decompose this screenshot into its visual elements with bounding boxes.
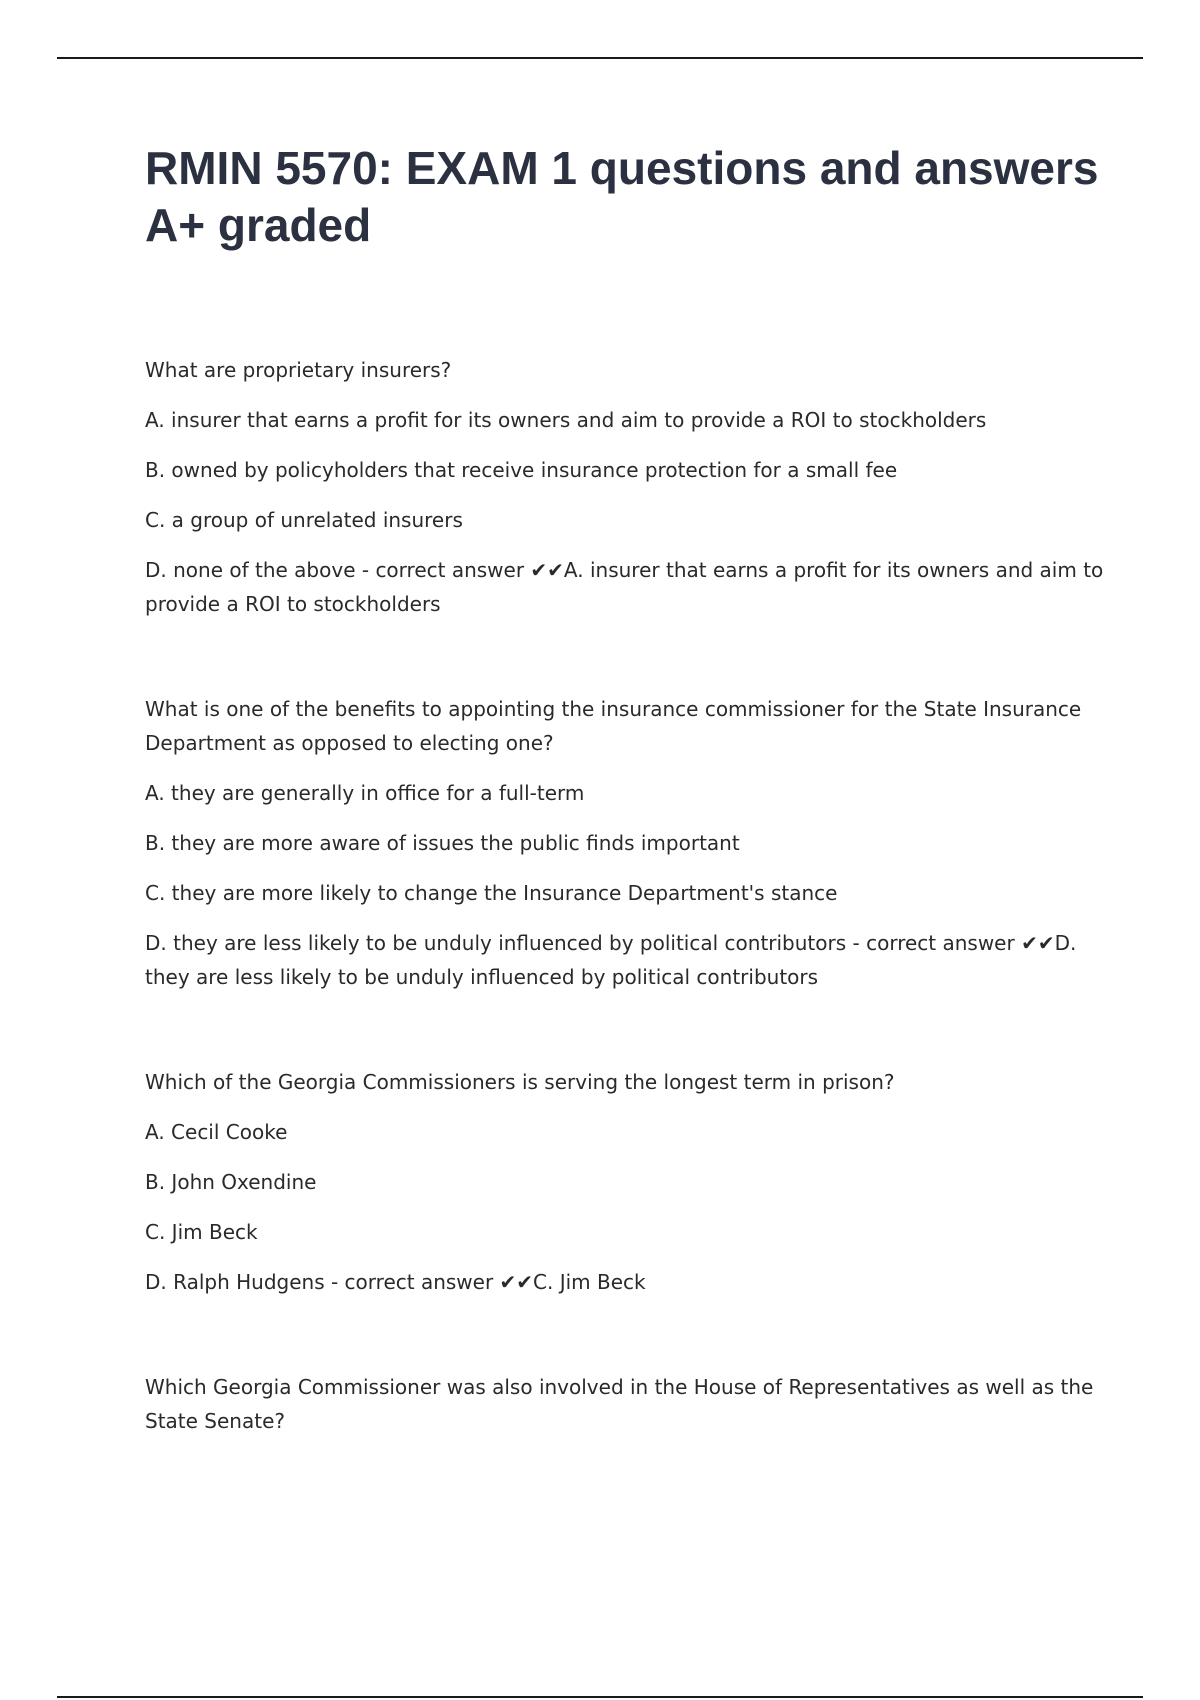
answer-option-d: D. Ralph Hudgens - correct answer ✔✔C. Jim Beck	[145, 1270, 646, 1294]
question-block-2	[145, 692, 1105, 994]
question-block-3	[145, 1065, 1105, 1299]
answer-option-a: A. they are generally in office for a full-term	[145, 781, 585, 805]
document-title: RMIN 5570: EXAM 1 questions and answers A+ graded	[145, 142, 1099, 251]
answer-option-d: D. none of the above - correct answer ✔✔A. insurer that earns a profit for its owners and aim to provide a ROI to stockholders	[145, 558, 1104, 616]
answer-option-b: B. they are more aware of issues the public finds important	[145, 831, 740, 855]
question-block-1	[145, 353, 1105, 621]
question-text: What is one of the benefits to appointing the insurance commissioner for the State Insurance Department as opposed to electing one?	[145, 697, 1082, 755]
answer-option-c: C. a group of unrelated insurers	[145, 508, 463, 532]
question-text: What are proprietary insurers?	[145, 358, 452, 382]
top-divider	[57, 57, 1143, 59]
question-list	[145, 353, 1105, 1509]
answer-option-a: A. Cecil Cooke	[145, 1120, 288, 1144]
answer-option-c: C. Jim Beck	[145, 1220, 258, 1244]
question-text: Which of the Georgia Commissioners is serving the longest term in prison?	[145, 1070, 895, 1094]
answer-option-b: B. owned by policyholders that receive insurance protection for a small fee	[145, 458, 898, 482]
answer-option-a: A. insurer that earns a profit for its owners and aim to provide a ROI to stockholders	[145, 408, 987, 432]
answer-option-d: D. they are less likely to be unduly influenced by political contributors - correct answer ✔✔D. they are less likely to be unduly influenced by political contributors	[145, 931, 1077, 989]
answer-option-c: C. they are more likely to change the Insurance Department's stance	[145, 881, 838, 905]
answer-option-b: B. John Oxendine	[145, 1170, 317, 1194]
question-block-4	[145, 1370, 1105, 1438]
bottom-divider	[57, 1696, 1143, 1698]
question-text: Which Georgia Commissioner was also involved in the House of Representatives as well as the State Senate?	[145, 1375, 1094, 1433]
